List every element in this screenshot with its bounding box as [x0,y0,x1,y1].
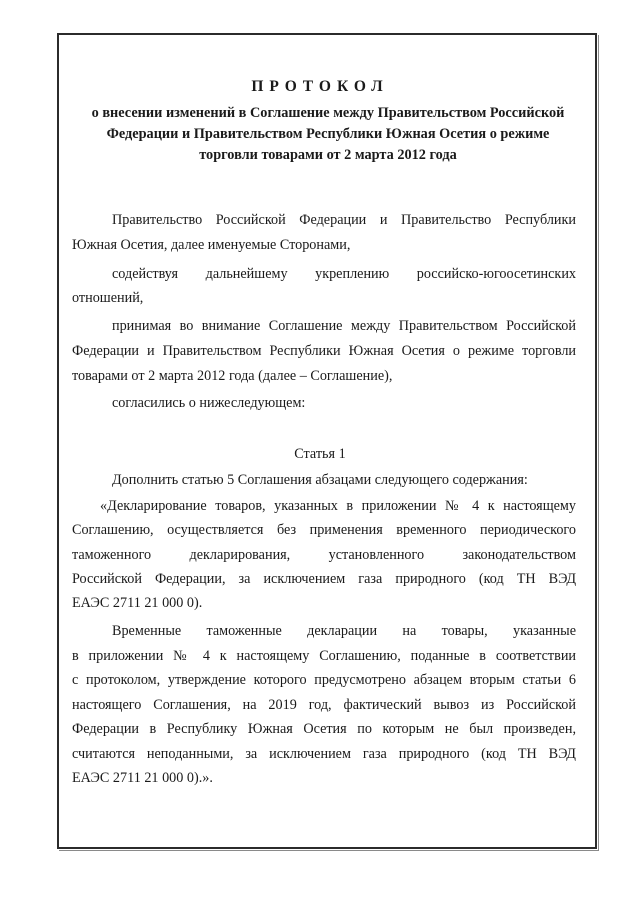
preamble-line: принимая во внимание Соглашение между Правительством Российской [112,318,576,334]
article-line: Временные таможенные декларации на товары, указанные [112,623,576,639]
preamble-line: Южная Осетия, далее именуемые Сторонами, [72,237,351,253]
subtitle-line: Федерации и Правительством Республики Южная Осетия о режиме [106,126,550,142]
article-line: считаются неподанными, за исключением газа природного (код ТН ВЭД [72,746,576,762]
article-line: «Декларирование товаров, указанных в приложении № 4 к настоящему [100,498,576,514]
article-line: Соглашению, осуществляется без применения временного периодического [72,522,576,538]
preamble-line: согласились о нижеследующем: [112,395,306,411]
preamble-line: Федерации и Правительством Республики Южная Осетия о режиме торговли [72,343,576,359]
preamble-line: товарами от 2 марта 2012 года (далее – Соглашение), [72,368,393,384]
subtitle-line: о внесении изменений в Соглашение между Правительством Российской [91,105,565,121]
article-line: в приложении № 4 к настоящему Соглашению, поданные в соответствии [72,648,576,664]
article-line: таможенного декларирования, установленного законодательством [72,547,576,563]
subtitle-line: торговли товарами от 2 марта 2012 года [199,147,457,163]
preamble-line: содействуя дальнейшему укреплению российско-югоосетинских [112,266,576,282]
article-line: с протоколом, утверждение которого предусмотрено абзацем вторым статьи 6 [72,672,576,688]
document-subtitle [60,103,596,166]
preamble-line: отношений, [72,290,144,306]
article-line: ЕАЭС 2711 21 000 0). [72,595,203,611]
article-line: настоящего Соглашения, на 2019 год, фактический вывоз из Российской [72,697,576,713]
document-title: ПРОТОКОЛ [251,78,389,95]
article-line: Российской Федерации, за исключением газа природного (код ТН ВЭД [72,571,576,587]
article-heading: Статья 1 [294,446,346,462]
article-line: ЕАЭС 2711 21 000 0).». [72,770,213,786]
article-line: Федерации в Республику Южная Осетия по которым не был произведен, [72,721,576,737]
preamble-line: Правительство Российской Федерации и Правительство Республики [112,212,576,228]
article-line: Дополнить статью 5 Соглашения абзацами следующего содержания: [112,472,528,488]
